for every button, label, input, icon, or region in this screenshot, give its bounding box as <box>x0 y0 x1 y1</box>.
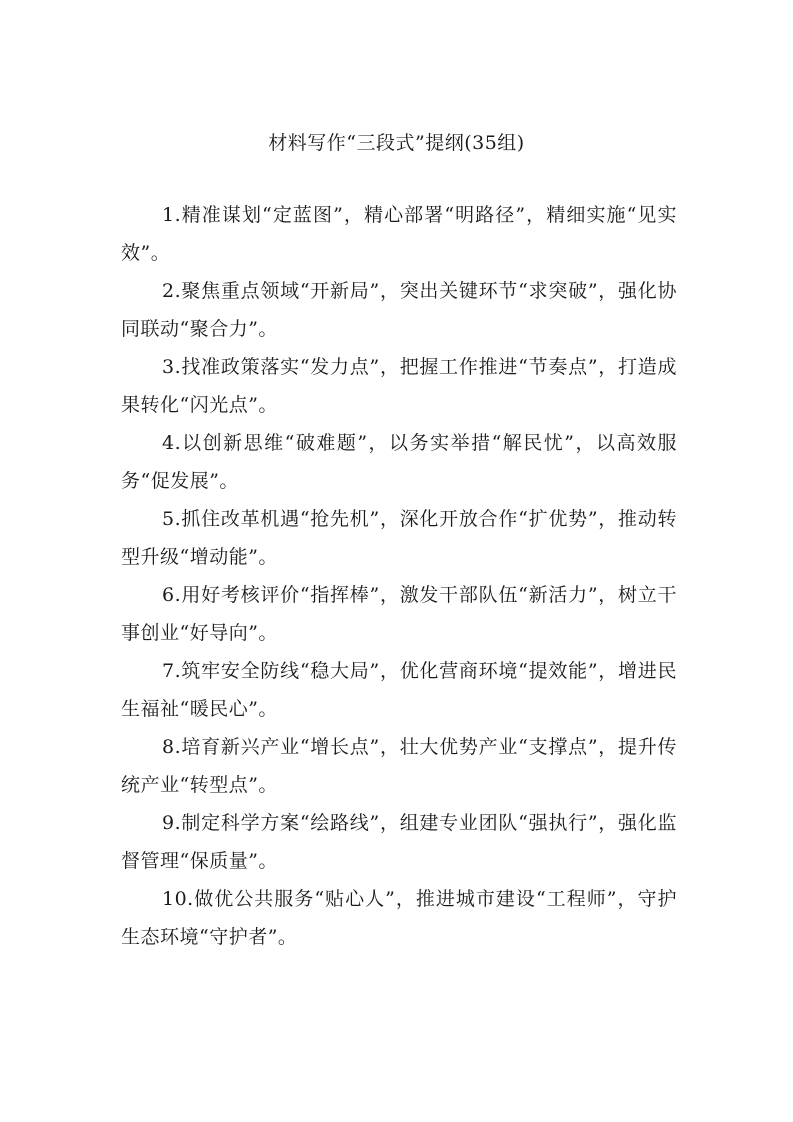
outline-item-1: 1.精准谋划“定蓝图”，精心部署“明路径”，精细实施“见实效”。 <box>121 204 677 264</box>
outline-item-8: 8.培育新兴产业“增长点”，壮大优势产业“支撑点”，提升传统产业“转型点”。 <box>121 736 677 796</box>
document-body <box>121 196 677 956</box>
outline-item-6: 6.用好考核评价“指挥棒”，激发干部队伍“新活力”，树立干事创业“好导向”。 <box>121 584 677 644</box>
outline-item-3: 3.找准政策落实“发力点”，把握工作推进“节奏点”，打造成果转化“闪光点”。 <box>121 356 677 416</box>
outline-item-9: 9.制定科学方案“绘路线”，组建专业团队“强执行”，强化监督管理“保质量”。 <box>121 812 677 872</box>
outline-item-10: 10.做优公共服务“贴心人”，推进城市建设“工程师”，守护生态环境“守护者”。 <box>121 888 677 948</box>
outline-item-5: 5.抓住改革机遇“抢先机”，深化开放合作“扩优势”，推动转型升级“增动能”。 <box>121 508 677 568</box>
outline-item-2: 2.聚焦重点领域“开新局”，突出关键环节“求突破”，强化协同联动“聚合力”。 <box>121 280 677 340</box>
outline-item-7: 7.筑牢安全防线“稳大局”，优化营商环境“提效能”，增进民生福祉“暖民心”。 <box>121 660 677 720</box>
outline-item-4: 4.以创新思维“破难题”，以务实举措“解民忧”，以高效服务“促发展”。 <box>121 432 677 492</box>
document-title: 材料写作“三段式”提纲(35组) <box>268 132 525 154</box>
